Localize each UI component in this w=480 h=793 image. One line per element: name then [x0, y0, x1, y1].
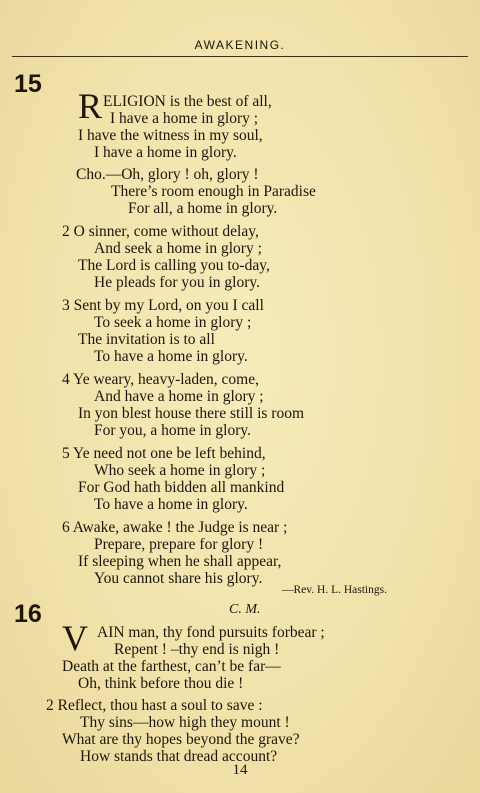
header-rule [12, 56, 468, 57]
h15-s1-line4: I have a home in glory. [94, 144, 237, 161]
h15-s3-line4: To have a home in glory. [94, 348, 248, 365]
h15-chorus-line3: For all, a home in glory. [128, 200, 278, 217]
h16-s2-line4: How stands that dread account? [80, 748, 278, 765]
h16-s1-line1: AIN man, thy fond pursuits forbear ; [97, 624, 325, 641]
h15-s3-line2: To seek a home in glory ; [94, 314, 252, 331]
h16-s1-line4: Oh, think before thou die ! [78, 675, 244, 692]
h16-s2-line2: Thy sins—how high they mount ! [80, 714, 290, 731]
h15-s6-line3: If sleeping when he shall appear, [78, 553, 282, 570]
h15-s6-line1: 6 Awake, awake ! the Judge is near ; [62, 519, 288, 536]
drop-cap-r: R [78, 86, 103, 126]
h15-s3-line1: 3 Sent by my Lord, on you I call [62, 297, 264, 314]
h15-s1-line3: I have the witness in my soul, [78, 127, 263, 144]
h15-s4-line2: And have a home in glory ; [94, 388, 264, 405]
h15-s4-line3: In yon blest house there still is room [78, 405, 305, 422]
hymn-number-16: 16 [14, 600, 42, 628]
h15-s6-line4: You cannot share his glory. [94, 570, 263, 587]
hymn-number-15: 15 [14, 70, 42, 98]
h16-s2-line3: What are thy hopes beyond the grave? [62, 731, 300, 748]
h16-s1-line3: Death at the farthest, can’t be far— [62, 658, 281, 675]
h15-s2-line3: The Lord is calling you to-day, [78, 257, 270, 274]
hymn15-attribution: —Rev. H. L. Hastings. [282, 584, 387, 596]
h15-s1-line1: ELIGION is the best of all, [103, 93, 272, 110]
h15-s4-line4: For you, a home in glory. [94, 422, 251, 439]
h15-s5-line2: Who seek a home in glory ; [94, 462, 266, 479]
h15-s2-line2: And seek a home in glory ; [94, 240, 262, 257]
hymn16-meter: C. M. [229, 602, 261, 617]
drop-cap-v: V [62, 618, 88, 658]
h15-s1-line2: I have a home in glory ; [110, 110, 259, 127]
h15-s5-line4: To have a home in glory. [94, 496, 248, 513]
h15-s2-line1: 2 O sinner, come without delay, [62, 223, 259, 240]
h15-chorus-line2: There’s room enough in Paradise [111, 183, 316, 200]
h16-s2-line1: 2 Reflect, thou hast a soul to save : [46, 697, 263, 714]
h15-s2-line4: He pleads for you in glory. [94, 274, 261, 291]
h15-s5-line1: 5 Ye need not one be left behind, [62, 445, 266, 462]
h15-chorus-line1: Cho.—Oh, glory ! oh, glory ! [76, 166, 259, 183]
h15-s4-line1: 4 Ye weary, heavy-laden, come, [62, 371, 259, 388]
h15-s3-line3: The invitation is to all [78, 331, 215, 348]
h15-s6-line2: Prepare, prepare for glory ! [94, 536, 264, 553]
running-header: AWAKENING. [194, 38, 286, 52]
h15-s5-line3: For God hath bidden all mankind [78, 479, 285, 496]
page-number: 14 [232, 762, 248, 778]
h16-s1-line2: Repent ! –thy end is nigh ! [114, 641, 280, 658]
